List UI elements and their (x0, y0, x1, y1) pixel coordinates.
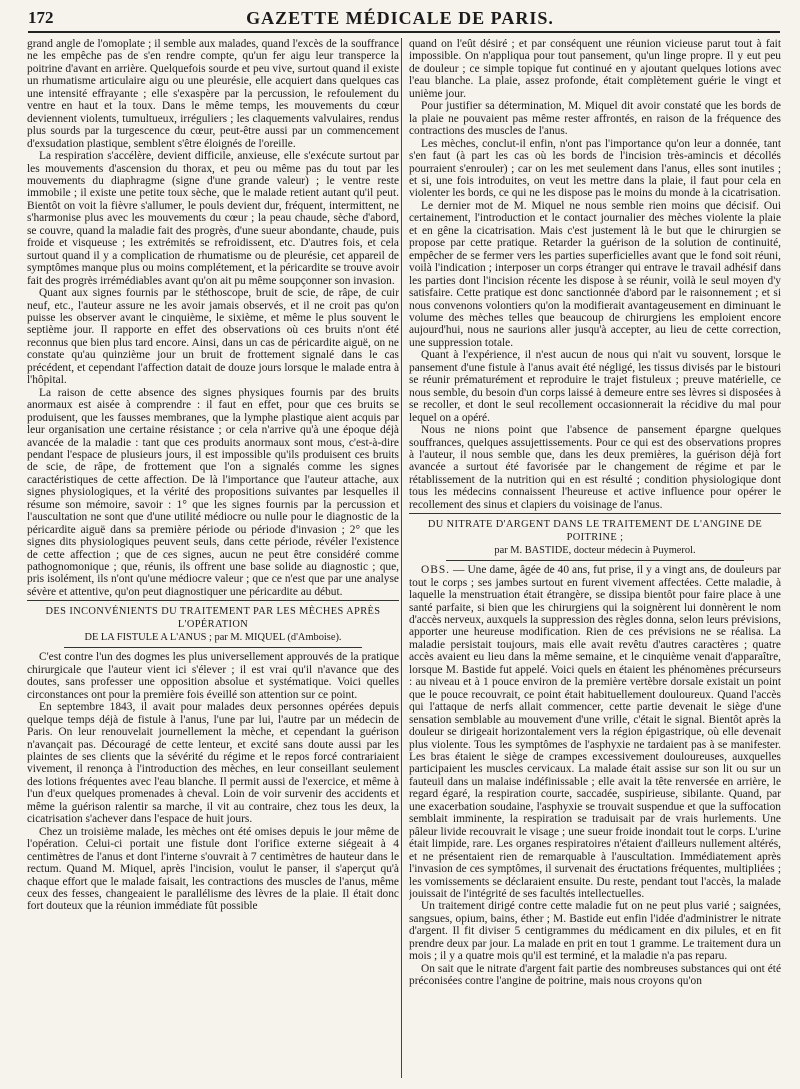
paragraph: C'est contre l'un des dogmes les plus universellement approuvés de la pratique chirurgicale que l'auteur vient ici s'élever ; il est vrai qu'il n'avance que des doutes, sans professer une opposition absolue et systématique. Voici quelles circonstances ont pour la première fois éveillé son attention sur ce point. (27, 651, 399, 701)
right-column (409, 38, 781, 1084)
article-title-fistula (27, 605, 399, 644)
paragraph: Le dernier mot de M. Miquel ne nous semble rien moins que décisif. Oui certainement, l'introduction et le contact journalier des mèches violente la plaie et en gêne la cicatrisation. Mais c'est justement là le but que le chirurgien se propose par cette pratique. Retarder la guérison de la solution de continuité, empêcher de se fermer vers les parties superficielles avant que le fond soit réuni, voilà l'indication ; interposer un corps étranger qui entrave le travail adhésif dans les parties dont l'incision récente les dispose à se réunir, voilà le seul moyen d'y satisfaire. Cette pratique est donc sanctionnée d'abord par le raisonnement ; et si nous convenons volontiers qu'on la modifierait avantageusement en diminuant le volume des mèches telles que beaucoup de chirurgiens les emploient encore aujourd'hui, nous ne saurions aller jusqu'à accepter, au lieu de cette correction, une suppression totale. (409, 199, 781, 349)
article-title-line: DE LA FISTULE A L'ANUS ; par M. MIQUEL (d'Amboise). (84, 632, 342, 644)
obs-label: OBS. (421, 564, 451, 577)
section-divider (446, 560, 744, 561)
paragraph: La raison de cette absence des signes physiques fournis par des bruits anormaux est aisée à comprendre : il faut en effet, pour que ces bruits se produisent, que les fausses membranes, que la lymphe plastique aient acquis par leur organisation une certaine résistance ; or cela n'arrive qu'à une époque déjà avancée de la maladie : tant que ces produits anormaux sont mous, c'est-à-dire pendant l'espace de plusieurs jours, il est impossible qu'ils produisent ces bruits de scie, de râpe, de frottement que l'on a signalés comme les signes caractéristiques de cette affection. De là l'importance que l'auteur attache, aux signes physiologiques, et la vérité des propositions suivantes par lesquelles il résume son mémoire, savoir : 1° que les signes fournis par la percussion et l'auscultation ne sont que d'une utilité médiocre ou nulle pour le diagnostic de la péricardite aiguë dans sa première période ou période d'invasion ; 2° que les signes dits physiologiques peuvent seuls, dans cette période, révéler l'existence de cette affection ; que de ces signes, aucun ne peut être considéré comme pathognomonique ; que, réunis, ils offrent une base solide au diagnostic ; que, pris isolément, ils n'ont qu'une médiocre valeur ; que ce n'est que par une analyse sévère et attentive, qu'on peut diagnostiquer une péricardite au début. (27, 386, 399, 598)
paragraph: quand on l'eût désiré ; et par conséquent une réunion vicieuse parut tout à fait impossible. On n'appliqua pour tout pansement, qu'un linge propre. Il y eut peu de douleur ; ce simple topique fut continué en y ajoutant quelques lotions avec l'eau blanche. La plaie, assez profonde, était complètement guérie le vingt et unième jour. (409, 38, 781, 100)
left-column (27, 38, 399, 1084)
article-title-nitrate (409, 518, 781, 557)
paragraph: Quant à l'expérience, il n'est aucun de nous qui n'ait vu souvent, lorsque le pansement d'une fistule à l'anus avait été négligé, les tissus divisés par le bistouri se réunir prématurément et reproduire le trajet fistuleux ; preuve matérielle, ce nous semble, du besoin d'un corps laissé à demeure entre ses lèvres si disposées à se recoller, et dont le seul recollement occasionnerait la récidive du mal pour lequel on a opéré. (409, 349, 781, 424)
section-divider (27, 600, 399, 601)
paragraph: Les mèches, conclut-il enfin, n'ont pas l'importance qu'on leur a donnée, tant s'en faut (à part les cas où les bords de l'incision très-amincis et décollés pourraient s'enrouler) ; car on les met seulement dans l'anus, elles sont inutiles ; et si, une fois introduites, on veut les mettre dans la plaie, il faut pour cela en violenter les bords, ce qui ne les dispose pas le moins du monde à la cicatrisation. (409, 137, 781, 200)
paragraph: Quant aux signes fournis par le stéthoscope, bruit de scie, de râpe, de cuir neuf, etc., l'auteur assure ne les avoir jamais observés, et il ne croit pas qu'on puisse les observer avant le cinquième, le sixième, et même le plus souvent le septième jour. Il rapporte en effet des observations où ces bruits n'ont été reconnus que bien plus tard encore. Ainsi, dans un cas de péricardite aiguë, on ne constate qu'au quinzième jour un bruit de frottement signalé dans le cas précédent, et cependant l'affection datait de douze jours lorsque le malade entra à l'hôpital. (27, 287, 399, 387)
paragraph: grand angle de l'omoplate ; il semble aux malades, quand l'excès de la souffrance ne les empêche pas de s'en rendre compte, qu'un fer aigu leur transperce la poitrine d'avant en arrière. Quelquefois sourde et peu vive, surtout quand il existe un rhumatisme articulaire aigu ou une pleurésie, elle acquiert dans quelques cas une intensité effrayante ; elle s'exaspère par la percussion, le refoulement du ventre en haut et la toux. Dans le même temps, les mouvements du cœur deviennent violents, tumultueux, irréguliers ; les claquements valvulaires, rendus plus sourds par la turgescence du cœur, peut-être aussi par un commencement d'exsudation plastique, semblent s'être éloignés de l'oreille. (27, 38, 399, 150)
section-divider (409, 513, 781, 514)
paragraph: Pour justifier sa détermination, M. Miquel dit avoir constaté que les bords de la plaie ne pouvaient pas même rester affrontés, en raison de la fréquence des contractions des muscles de l'anus. (409, 100, 781, 138)
paragraph: Un traitement dirigé contre cette maladie fut on ne peut plus varié ; saignées, sangsues, opium, bains, éther ; M. Bastide eut enfin l'idée d'administrer le nitrate d'argent. Il fit diviser 5 centigrammes du médicament en dix pilules, et en fit prendre deux par jour. La malade en prit en tout 1 gramme. Le traitement dura un mois ; il y a quatre mois qu'il est terminé, et la maladie n'a pas reparu. (409, 900, 781, 963)
section-divider (64, 647, 362, 648)
page-header (28, 8, 772, 30)
column-divider (401, 38, 402, 1078)
running-title: GAZETTE MÉDICALE DE PARIS. (246, 8, 554, 28)
article-title-line: DES INCONVÉNIENTS DU TRAITEMENT PAR LES MÈCHES APRÈS L'OPÉRATION (45, 606, 381, 631)
observation-text: — Une dame, âgée de 40 ans, fut prise, il y a vingt ans, de douleurs par tout le corps ; ses jambes surtout en furent vivement affectées. Cette maladie, à laquelle la menstruation était étrangère, se dissipa bientôt pour faire place à une santé parfaite, si bien que les chirurgiens qui la soignèrent lui donnèrent le nom d'accès nerveux, auxquels la suppression des règles donna, selon leurs prévisions, apporter une heureuse modification. Rien de ces prévisions ne se réalisa. La maladie persistait toujours, mais elle avait revêtu d'autres caractères ; quatre accès avaient eu lieu dans la même semaine, et le cinquième venait d'apparaître, lorsque M. Bastide fut appelé. Voici quels en étaient les phénomènes précurseurs : au niveau et à 1 pouce environ de la première vertèbre dorsale existait un point que le pouce recouvrait, ce point était habituellement douloureux. Quand l'accès qui l'attaque de nerfs allait commencer, cette partie devenait le siège d'une sensation semblable au mouvement d'une vrille, c'était le signal. Bientôt après la douleur se dirigeait horizontalement vers la région épigastrique, où elle devenait plus violente. Tous les symptômes de l'asphyxie ne tardaient pas à se manifester. Les bras étaient le siège de crampes excessivement douloureuses, auxquelles participaient les muscles cervicaux. La malade était assise sur son lit ou sur un fauteuil dans un malaise indéfinissable ; elle avait la tête renversée en arrière, le regard égaré, la respiration courte, saccadée, suspirieuse, sibilante. Quand, par une exacerbation soudaine, l'asphyxie se trouvait suspendue et que la suffocation semblait imminente, la respiration se traduisait par de vrais hurlements. Une pâleur livide recouvrait le visage ; une sueur froide inondait tout le corps. L'urine était limpide, rare. Les organes respiratoires n'étaient d'ailleurs nullement altérés, et ne présentaient rien de remarquable à l'auscultation. Immédiatement après l'invasion de ces symptômes, il survenait des éructations fréquentes, multipliées ; les vomissements se déclaraient ensuite. Du reste, pendant tout l'accès, la malade jouissait de l'intégrité de ses facultés intellectuelles. (409, 564, 781, 900)
observation-paragraph (409, 564, 781, 900)
article-title-line: par M. BASTIDE, docteur médecin à Puymerol. (494, 545, 696, 557)
paragraph: Chez un troisième malade, les mèches ont été omises depuis le jour même de l'opération. Celui-ci portait une fistule dont l'orifice externe siégeait à 4 centimètres de l'anus et dont l'interne s'ouvrait à 7 centimètres de hauteur dans le rectum. Quand M. Miquel, après l'incision, voulut le panser, il s'aperçut qu'à chaque effort que le malade faisait, les contractions des muscles de l'anus, même ceux des fesses, changeaient le parallélisme des lèvres de la plaie. Il était donc fort douteux que la réunion immédiate fût possible (27, 825, 399, 913)
paragraph: La respiration s'accélère, devient difficile, anxieuse, elle s'exécute surtout par les mouvements d'ascension du thorax, et peu ou même pas du tout par les mouvements du diaphragme (signe d'une grande valeur) ; le ventre reste immobile ; il existe une petite toux sèche, que le malade retient autant qu'il peut. Bientôt on voit la fièvre s'allumer, le pouls devient dur, fréquent, intermittent, ne s'harmonise plus avec les mouvements du cœur ; la peau chaude, sèche d'abord, se couvre, quand la maladie fait des progrès, d'une sueur abondante, chaude, puis froide et visqueuse ; les extrémités se refroidissent, etc. D'autres fois, et cela surtout quand il y a complication de rhumatisme ou de pleurésie, cet appareil de symptômes manque plus ou moins complétement, et la péricardite se trouve avoir fait des progrès irrémédiables avant qu'on ait pu même soupçonner son invasion. (27, 150, 399, 287)
paragraph: Nous ne nions point que l'absence de pansement épargne quelques souffrances, quelques assujettissements. Pour ce qui est des observations propres à l'auteur, il nous semble que, dans les deux premières, la guérison déjà fort avancée a surtout été favorisée par le changement de régime et par le rétablissement de la nutrition qui en est résulté ; condition physiologique dont tous les médecins connaissent l'heureuse et active influence pour opérer le recollement des sinus et clapiers du voisinage de l'anus. (409, 424, 781, 511)
page-number: 172 (28, 8, 54, 27)
paragraph: En septembre 1843, il avait pour malades deux personnes opérées depuis quelque temps déjà de fistule à l'anus, l'une par lui, l'autre par un médecin de Paris. On leur renouvelait journellement la mèche, et cependant la guérison n'avançait pas. Découragé de cette lenteur, et excité sans doute aussi par les plaintes de ses clients que la sévérité du régime et le repos forcé contrariaient vivement, il renonça à l'introduction des mèches, en leur conseillant seulement des lotions fréquentes avec l'eau blanche. Il permit aussi de l'exercice, et même à l'un d'eux quelques promenades à cheval. Loin de voir survenir des accidents et même la guérison ralentir sa marche, il vit au contraire, chez tous les deux, la cicatrisation s'achever dans l'espace de huit jours. (27, 701, 399, 826)
article-title-line: DU NITRATE D'ARGENT DANS LE TRAITEMENT DE L'ANGINE DE POITRINE ; (427, 519, 763, 544)
header-rule (28, 31, 780, 33)
paragraph: On sait que le nitrate d'argent fait partie des nombreuses substances qui ont été préconisées contre l'angine de poitrine, mais nous croyons qu'on (409, 962, 781, 988)
